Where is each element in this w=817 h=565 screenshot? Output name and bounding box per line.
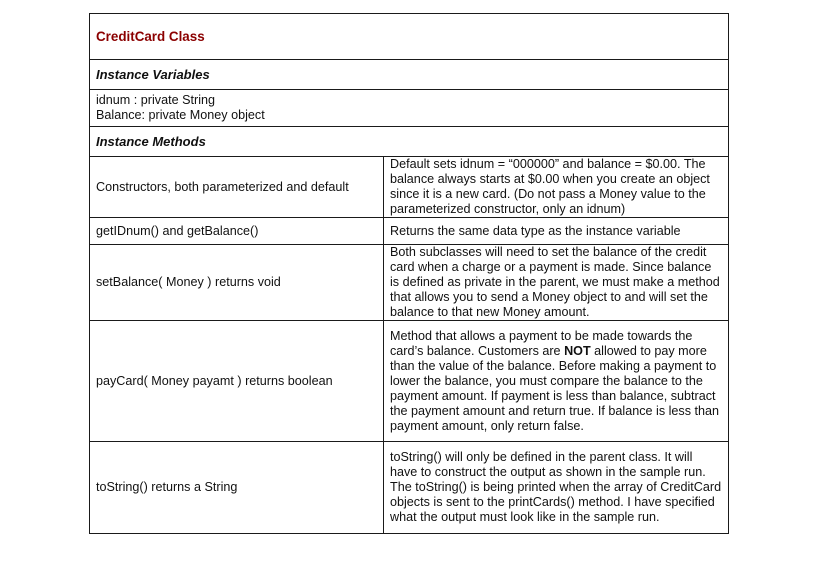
instance-variables-heading-row xyxy=(90,60,729,90)
paycard-description-end: allowed to pay more than the value of the balance. Before making a payment to lower the balance, you must compare the balance to the payment amount. If payment is less than balance, subtract the payment amount and return true. If balance is less than payment amount, only return false. xyxy=(390,343,720,433)
method-row-getters xyxy=(90,218,729,245)
method-row-constructors xyxy=(90,157,729,218)
paycard-description-start: Method that allows a payment to be made towards the card’s balance. Customers are xyxy=(390,328,693,358)
instance-methods-heading-row xyxy=(90,127,729,157)
instance-variables-list xyxy=(90,90,729,127)
method-signature-paycard: payCard( Money payamt ) returns boolean xyxy=(90,321,384,442)
class-title-row xyxy=(90,14,729,60)
method-row-tostring xyxy=(90,442,729,534)
instance-variables-heading: Instance Variables xyxy=(90,60,729,90)
method-signature-setbalance: setBalance( Money ) returns void xyxy=(90,245,384,321)
method-signature-tostring: toString() returns a String xyxy=(90,442,384,534)
instance-variables-row xyxy=(90,90,729,127)
method-description-paycard xyxy=(384,321,729,442)
credit-card-class-spec-table xyxy=(89,13,729,534)
paycard-description-emphasis: NOT xyxy=(564,343,591,358)
method-description-setbalance: Both subclasses will need to set the balance of the credit card when a charge or a payment is made. Since balance is defined as private in the parent, we must make a method that allows you to send a Money object to and will set the balance to that new Money amount. xyxy=(384,245,729,321)
method-row-paycard xyxy=(90,321,729,442)
method-description-constructors: Default sets idnum = “000000” and balance = $0.00. The balance always starts at $0.00 when you create an object since it is a new card. (Do not pass a Money value to the parameterized constructor, only an idnum) xyxy=(384,157,729,218)
instance-methods-heading: Instance Methods xyxy=(90,127,729,157)
class-title-text: CreditCard Class xyxy=(96,29,205,44)
method-row-setbalance xyxy=(90,245,729,321)
instance-variable-balance: Balance: private Money object xyxy=(96,108,265,122)
class-title xyxy=(90,14,729,60)
instance-variable-idnum: idnum : private String xyxy=(96,93,215,107)
method-signature-getters: getIDnum() and getBalance() xyxy=(90,218,384,245)
method-description-tostring: toString() will only be defined in the parent class. It will have to construct the output as shown in the sample run. The toString() is being printed when the array of CreditCard objects is sent to the printCards() method. I have specified what the output must look like in the sample run. xyxy=(384,442,729,534)
method-signature-constructors: Constructors, both parameterized and default xyxy=(90,157,384,218)
method-description-getters: Returns the same data type as the instance variable xyxy=(384,218,729,245)
